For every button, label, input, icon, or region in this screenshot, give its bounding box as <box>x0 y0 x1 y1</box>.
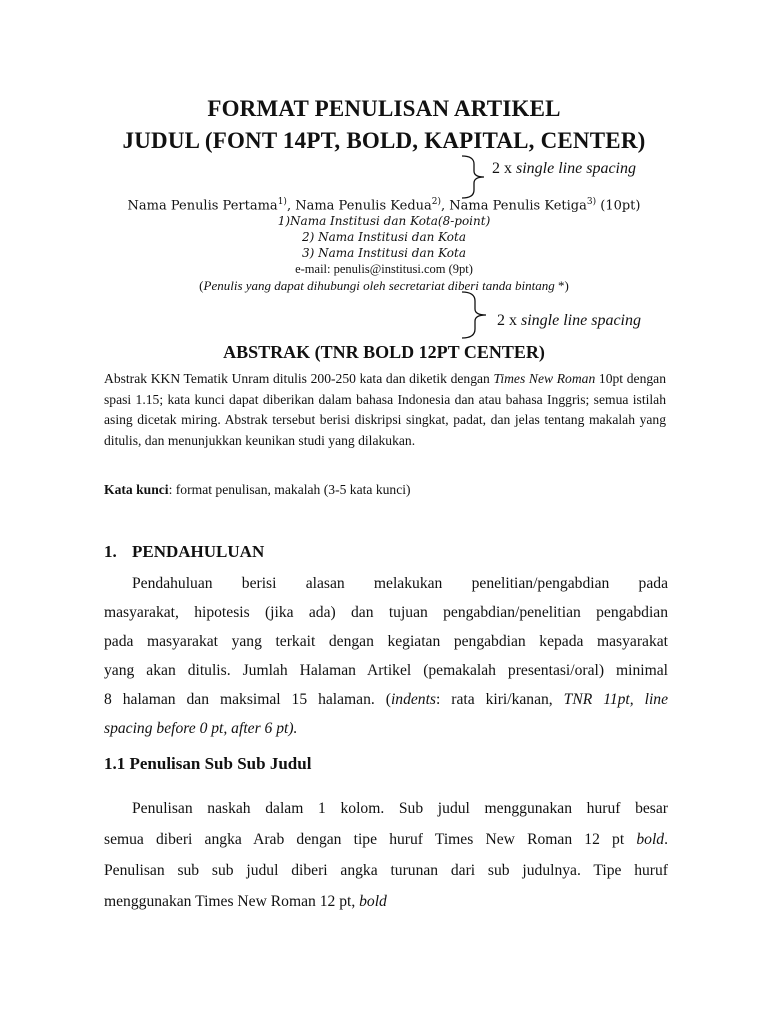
keywords-label: Kata kunci <box>104 482 169 497</box>
text-run-italic: TNR 11pt, line <box>563 691 668 708</box>
abstract-body <box>104 369 666 451</box>
subsection-1-1-paragraph <box>104 793 668 917</box>
text-run: . <box>664 831 668 848</box>
text-run-italic: spacing before 0 pt, after 6 pt). <box>104 720 298 737</box>
abstract-heading: ABSTRAK (TNR BOLD 12PT CENTER) <box>223 342 545 362</box>
contact-note <box>0 278 768 294</box>
text-run-italic: indents <box>390 691 436 708</box>
spacing-note-prefix: 2 x <box>492 160 516 177</box>
author-3: Nama Penulis Ketiga <box>449 198 587 214</box>
author-1-sup: 1) <box>277 197 287 207</box>
contact-note-open: ( <box>199 278 204 293</box>
paragraph-line <box>104 714 668 743</box>
title-line-1: FORMAT PENULISAN ARTIKEL <box>207 96 561 121</box>
spacing-note-top <box>492 160 636 178</box>
section-title: PENDAHULUAN <box>132 542 265 561</box>
paragraph-line <box>104 886 668 917</box>
paragraph-line: yang akan ditulis. Jumlah Halaman Artikel (pemakalah presentasi/oral) minimal <box>104 662 668 679</box>
section-number: 1. <box>104 542 117 561</box>
affiliation-2: 2) Nama Institusi dan Kota <box>301 230 466 244</box>
paragraph-line: Penulisan sub sub judul diberi angka turunan dari sub judulnya. Tipe huruf <box>104 862 668 879</box>
abstract-text: Abstrak KKN Tematik Unram ditulis 200-250 kata dan diketik dengan <box>104 371 494 386</box>
contact-note-italic: Penulis yang dapat dihubungi oleh secretariat diberi tanda bintang <box>203 278 555 293</box>
text-run-italic: bold <box>359 893 387 910</box>
keywords-value: : format penulisan, makalah (3-5 kata kunci) <box>168 482 411 497</box>
affiliation-1: 1)Nama Institusi dan Kota(8-point) <box>277 214 491 228</box>
abstract-text-italic: Times New Roman <box>493 371 596 386</box>
authors-size-note: (10pt) <box>596 198 641 214</box>
section-1-paragraph <box>104 569 668 743</box>
title-line-2: JUDUL (FONT 14PT, BOLD, KAPITAL, CENTER) <box>122 128 646 153</box>
author-3-sup: 3) <box>586 197 597 207</box>
paragraph-line: masyarakat, hipotesis (jika ada) dan tujuan pengabdian/penelitian pengabdian <box>104 604 668 621</box>
text-run: semua diberi angka Arab dengan tipe huruf Times New Roman 12 pt <box>104 831 637 848</box>
author-2-sup: 2) <box>431 197 442 207</box>
spacing-note-italic: single line spacing <box>521 312 641 329</box>
affiliation-3: 3) Nama Institusi dan Kota <box>301 246 466 260</box>
contact-note-close: *) <box>554 278 569 293</box>
paragraph-line <box>104 824 668 855</box>
text-run: menggunakan Times New Roman 12 pt, <box>104 893 360 910</box>
subsection-1-1-heading: 1.1 Penulisan Sub Sub Judul <box>104 754 312 773</box>
author-separator: , <box>286 198 296 214</box>
paragraph-line: pada masyarakat yang terkait dengan kegiatan pengabdian kepada masyarakat <box>104 633 668 650</box>
abstract-text: 10pt dengan spasi 1.15; kata kunci dapat diberikan dalam bahasa Indonesia dan atau bahasa Inggris; semua istilah asing dicetak miring. Abstrak tersebut berisi diskripsi singkat, padat, dan jelas tentang makalah yang ditulis, dan menunjukkan keunikan studi yang dilakukan. <box>104 371 666 448</box>
section-1-heading <box>104 542 264 562</box>
paragraph-line <box>104 685 668 714</box>
text-run-italic: bold <box>636 831 665 848</box>
spacing-note-bottom <box>497 312 641 330</box>
paragraph-line: Penulisan naskah dalam 1 kolom. Sub judul menggunakan huruf besar <box>132 800 668 817</box>
keywords-line <box>104 482 411 498</box>
brace-icon <box>458 154 488 200</box>
author-2: Nama Penulis Kedua <box>295 198 432 214</box>
email-line: e-mail: penulis@institusi.com (9pt) <box>295 262 473 276</box>
text-run: : rata kiri/kanan, <box>436 691 564 708</box>
authors-line <box>0 197 768 213</box>
author-1: Nama Penulis Pertama <box>127 198 278 214</box>
spacing-note-italic: single line spacing <box>516 160 636 177</box>
author-separator: , <box>441 198 450 214</box>
text-run: 8 halaman dan maksimal 15 halaman. ( <box>104 691 391 708</box>
brace-icon <box>458 290 490 340</box>
paragraph-line: Pendahuluan berisi alasan melakukan penelitian/pengabdian pada <box>132 575 668 592</box>
spacing-note-prefix: 2 x <box>497 312 521 329</box>
